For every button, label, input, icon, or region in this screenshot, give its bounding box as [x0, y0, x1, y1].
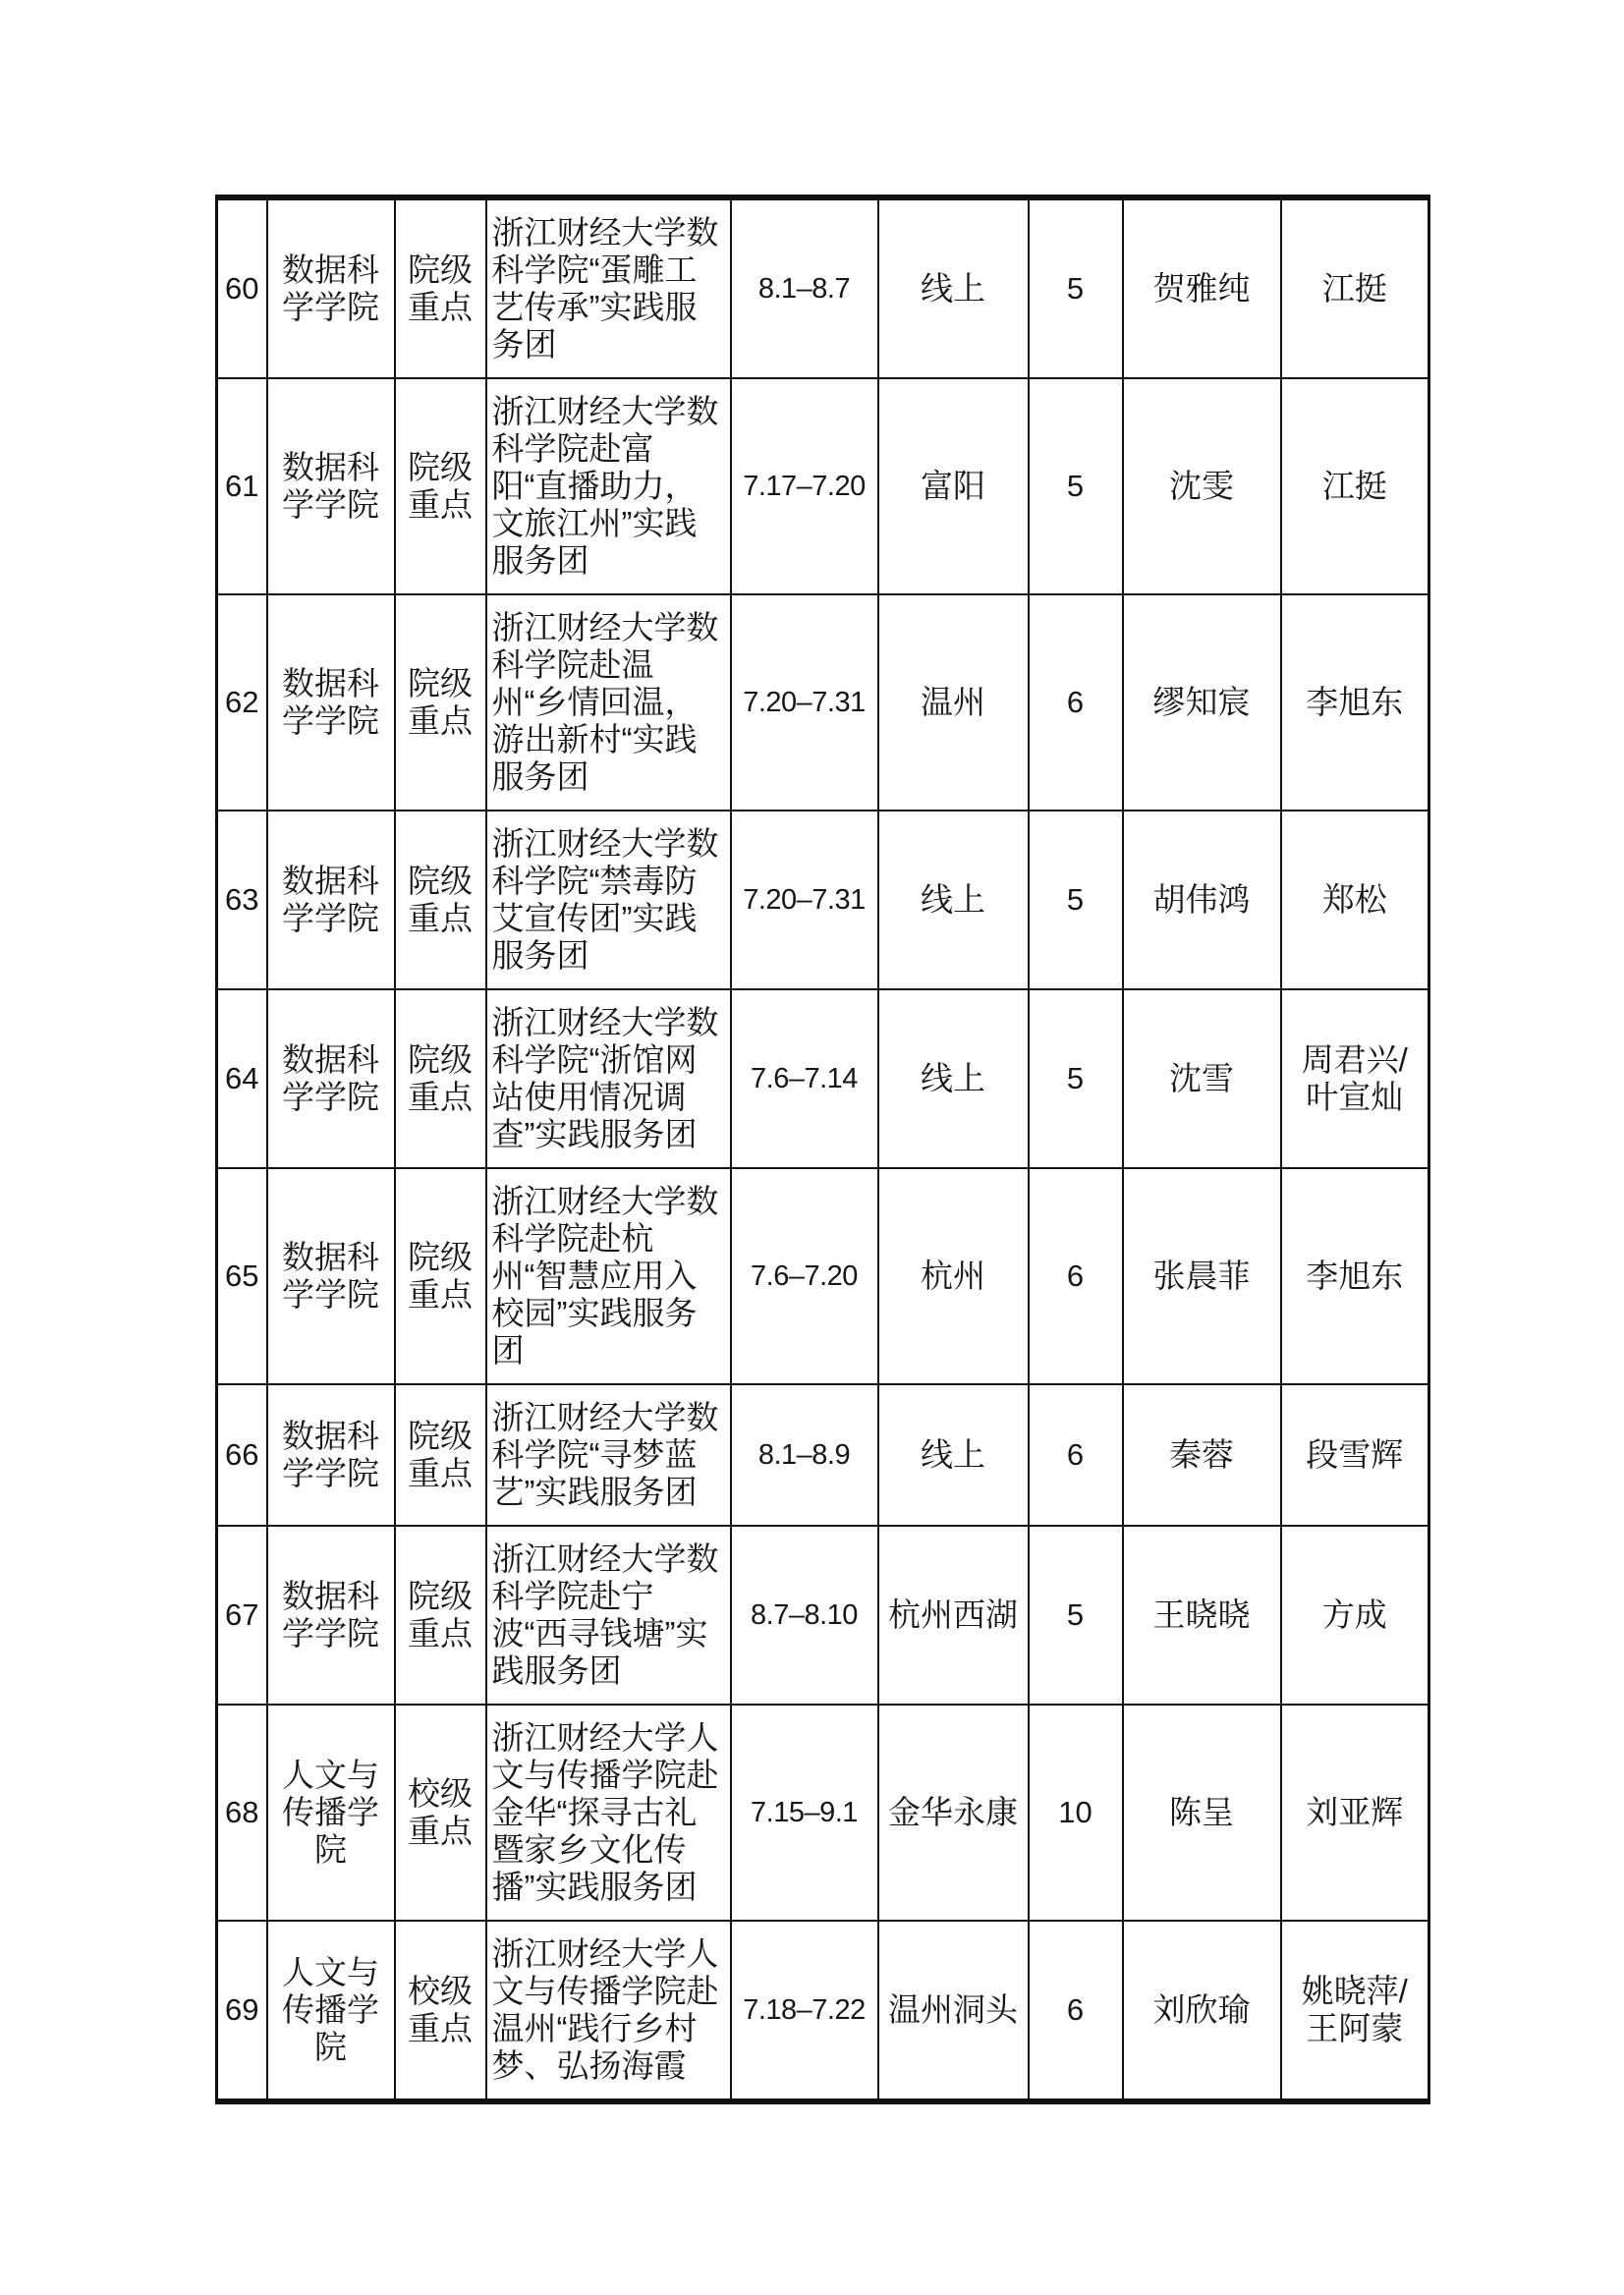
cell-advisor-name: 李旭东	[1281, 594, 1429, 811]
cell-member-count: 5	[1029, 378, 1123, 594]
table-row	[217, 1921, 1429, 2101]
cell-advisor-name: 周君兴/叶宣灿	[1281, 989, 1429, 1168]
cell-location: 富阳	[878, 378, 1029, 594]
table-row	[217, 1384, 1429, 1526]
cell-row-number: 64	[217, 989, 267, 1168]
cell-advisor-name: 李旭东	[1281, 1168, 1429, 1384]
cell-date-range: 7.6–7.20	[731, 1168, 878, 1384]
cell-row-number: 61	[217, 378, 267, 594]
table-row	[217, 811, 1429, 989]
cell-team-name: 浙江财经大学数科学院赴杭州“智慧应用入校园”实践服务团	[486, 1168, 731, 1384]
cell-member-count: 6	[1029, 1921, 1123, 2101]
cell-level: 院级重点	[395, 197, 486, 378]
cell-leader-name: 胡伟鸿	[1123, 811, 1281, 989]
cell-advisor-name: 方成	[1281, 1526, 1429, 1705]
table-row	[217, 594, 1429, 811]
cell-leader-name: 缪知宸	[1123, 594, 1281, 811]
cell-date-range: 7.17–7.20	[731, 378, 878, 594]
cell-member-count: 10	[1029, 1705, 1123, 1921]
cell-level: 院级重点	[395, 811, 486, 989]
cell-member-count: 5	[1029, 1526, 1123, 1705]
table-body	[217, 197, 1429, 2101]
cell-date-range: 8.1–8.7	[731, 197, 878, 378]
cell-leader-name: 陈呈	[1123, 1705, 1281, 1921]
cell-date-range: 8.7–8.10	[731, 1526, 878, 1705]
cell-advisor-name: 江挺	[1281, 378, 1429, 594]
cell-row-number: 63	[217, 811, 267, 989]
cell-college: 数据科学学院	[267, 1168, 395, 1384]
cell-member-count: 6	[1029, 1168, 1123, 1384]
cell-level: 院级重点	[395, 594, 486, 811]
cell-row-number: 68	[217, 1705, 267, 1921]
cell-college: 数据科学学院	[267, 594, 395, 811]
cell-level: 校级重点	[395, 1921, 486, 2101]
cell-location: 杭州西湖	[878, 1526, 1029, 1705]
cell-advisor-name: 刘亚辉	[1281, 1705, 1429, 1921]
cell-team-name: 浙江财经大学数科学院赴富阳“直播助力，文旅江州”实践服务团	[486, 378, 731, 594]
cell-date-range: 8.1–8.9	[731, 1384, 878, 1526]
cell-team-name: 浙江财经大学数科学院赴温州“乡情回温，游出新村“实践服务团	[486, 594, 731, 811]
cell-college: 数据科学学院	[267, 1526, 395, 1705]
cell-member-count: 5	[1029, 811, 1123, 989]
cell-team-name: 浙江财经大学人文与传播学院赴温州“践行乡村梦、弘扬海霞	[486, 1921, 731, 2101]
table-row	[217, 1705, 1429, 1921]
cell-college: 数据科学学院	[267, 1384, 395, 1526]
cell-college: 数据科学学院	[267, 197, 395, 378]
practice-teams-table	[215, 195, 1430, 2104]
cell-location: 温州洞头	[878, 1921, 1029, 2101]
table-row	[217, 989, 1429, 1168]
cell-row-number: 62	[217, 594, 267, 811]
cell-leader-name: 张晨菲	[1123, 1168, 1281, 1384]
cell-date-range: 7.15–9.1	[731, 1705, 878, 1921]
cell-date-range: 7.20–7.31	[731, 811, 878, 989]
cell-college: 人文与传播学院	[267, 1921, 395, 2101]
cell-level: 院级重点	[395, 1384, 486, 1526]
cell-college: 数据科学学院	[267, 989, 395, 1168]
cell-leader-name: 刘欣瑜	[1123, 1921, 1281, 2101]
cell-college: 人文与传播学院	[267, 1705, 395, 1921]
cell-location: 杭州	[878, 1168, 1029, 1384]
cell-advisor-name: 段雪辉	[1281, 1384, 1429, 1526]
cell-row-number: 60	[217, 197, 267, 378]
cell-location: 温州	[878, 594, 1029, 811]
cell-college: 数据科学学院	[267, 378, 395, 594]
cell-leader-name: 王晓晓	[1123, 1526, 1281, 1705]
table-row	[217, 1526, 1429, 1705]
cell-team-name: 浙江财经大学人文与传播学院赴金华“探寻古礼暨家乡文化传播”实践服务团	[486, 1705, 731, 1921]
cell-location: 线上	[878, 1384, 1029, 1526]
cell-member-count: 6	[1029, 1384, 1123, 1526]
cell-team-name: 浙江财经大学数科学院赴宁波“西寻钱塘”实践服务团	[486, 1526, 731, 1705]
cell-row-number: 66	[217, 1384, 267, 1526]
cell-date-range: 7.6–7.14	[731, 989, 878, 1168]
cell-leader-name: 贺雅纯	[1123, 197, 1281, 378]
cell-date-range: 7.20–7.31	[731, 594, 878, 811]
cell-team-name: 浙江财经大学数科学院“浙馆网站使用情况调查”实践服务团	[486, 989, 731, 1168]
cell-advisor-name: 郑松	[1281, 811, 1429, 989]
cell-row-number: 65	[217, 1168, 267, 1384]
table-row	[217, 197, 1429, 378]
cell-member-count: 5	[1029, 989, 1123, 1168]
cell-team-name: 浙江财经大学数科学院“蛋雕工艺传承”实践服务团	[486, 197, 731, 378]
cell-row-number: 67	[217, 1526, 267, 1705]
cell-advisor-name: 姚晓萍/王阿蒙	[1281, 1921, 1429, 2101]
cell-team-name: 浙江财经大学数科学院“禁毒防艾宣传团”实践服务团	[486, 811, 731, 989]
cell-location: 线上	[878, 197, 1029, 378]
cell-member-count: 6	[1029, 594, 1123, 811]
cell-advisor-name: 江挺	[1281, 197, 1429, 378]
cell-member-count: 5	[1029, 197, 1123, 378]
cell-level: 院级重点	[395, 1526, 486, 1705]
cell-leader-name: 沈雪	[1123, 989, 1281, 1168]
cell-level: 院级重点	[395, 378, 486, 594]
cell-leader-name: 沈雯	[1123, 378, 1281, 594]
cell-location: 线上	[878, 811, 1029, 989]
cell-date-range: 7.18–7.22	[731, 1921, 878, 2101]
cell-location: 金华永康	[878, 1705, 1029, 1921]
cell-location: 线上	[878, 989, 1029, 1168]
table-row	[217, 378, 1429, 594]
cell-leader-name: 秦蓉	[1123, 1384, 1281, 1526]
cell-row-number: 69	[217, 1921, 267, 2101]
cell-college: 数据科学学院	[267, 811, 395, 989]
cell-level: 校级重点	[395, 1705, 486, 1921]
cell-level: 院级重点	[395, 1168, 486, 1384]
cell-team-name: 浙江财经大学数科学院“寻梦蓝艺”实践服务团	[486, 1384, 731, 1526]
cell-level: 院级重点	[395, 989, 486, 1168]
table-row	[217, 1168, 1429, 1384]
